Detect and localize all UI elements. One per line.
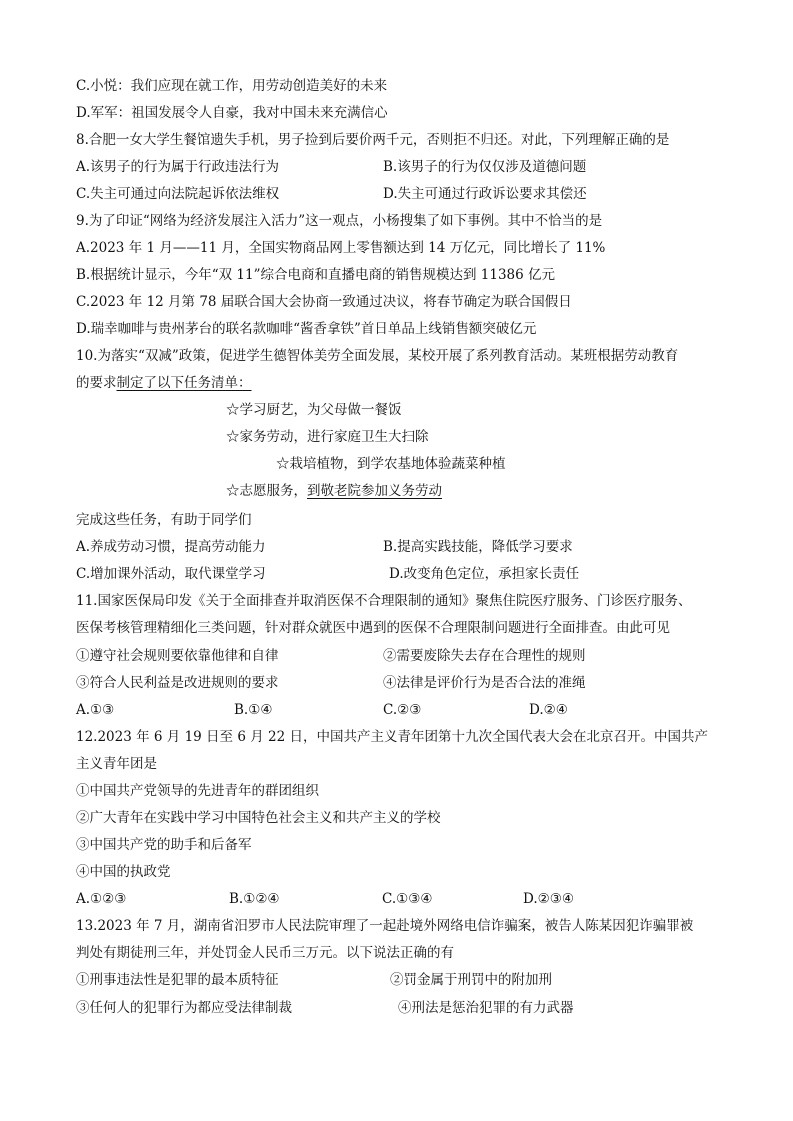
q13-statement-4: ④刑法是惩治犯罪的有力武器: [398, 1000, 574, 1016]
q8-option-d: D.失主可通过行政诉讼要求其偿还: [383, 186, 587, 202]
q9-option-c: C.2023 年 12 月第 78 届联合国大会协商一致通过决议，将春节确定为联合国假日: [76, 294, 572, 310]
q12-statement-3: ③中国共产党的助手和后备军: [76, 837, 252, 853]
q7-option-d: D.军军：祖国发展令人自豪，我对中国未来充满信心: [76, 105, 388, 121]
q9-option-d: D.瑞幸咖啡与贵州茅台的联名款咖啡“酱香拿铁”首日单品上线销售额突破亿元: [76, 321, 537, 337]
q12-statement-1: ①中国共产党领导的先进青年的群团组织: [76, 783, 319, 799]
q13-statement-1: ①刑事违法性是犯罪的最本质特征: [76, 972, 279, 988]
q11-option-c: C.②③: [383, 702, 422, 718]
q9-option-b: B.根据统计显示，今年“双 11”综合电商和直播电商的销售规模达到 11386 亿元: [76, 267, 556, 283]
q8-option-a: A.该男子的行为属于行政违法行为: [76, 159, 280, 175]
q13-statement-2: ②罚金属于刑罚中的附加刑: [390, 972, 552, 988]
q11-option-b: B.①④: [234, 702, 273, 718]
q10-stem-line1: 10.为落实“双减”政策，促进学生德智体美劳全面发展，某校开展了系列教育活动。某班根据劳动教育: [76, 348, 679, 364]
q11-stem-line2: 医保考核管理精细化三类问题，针对群众就医中遇到的医保不合理限制问题进行全面排查。由此可见: [76, 620, 670, 636]
q10-option-d: D.改变角色定位，承担家长责任: [389, 566, 580, 582]
q12-option-b: B.①②④: [229, 891, 280, 907]
q9-option-a: A.2023 年 1 月——11 月，全国实物商品网上零售额达到 14 万亿元，同比增长了 11%: [76, 240, 606, 256]
q10-stem-line2-plain: 的要求: [76, 375, 117, 391]
q10-task-1: ☆学习厨艺，为父母做一餐饭: [226, 402, 402, 418]
q13-statement-3: ③任何人的犯罪行为都应受法律制裁: [76, 1000, 292, 1016]
q8-option-b: B.该男子的行为仅仅涉及道德问题: [383, 159, 587, 175]
q7-option-c: C.小悦：我们应现在就工作，用劳动创造美好的未来: [76, 78, 388, 94]
q12-stem-line2: 主义青年团是: [76, 756, 157, 772]
q10-task-4-plain: ☆志愿服务，: [226, 483, 307, 499]
q10-lead: 完成这些任务，有助于同学们: [76, 512, 252, 528]
q11-statement-4: ④法律是评价行为是否合法的准绳: [383, 675, 586, 691]
q13-stem-line1: 13.2023 年 7 月，湖南省汨罗市人民法院审理了一起赴境外网络电信诈骗案，被告人陈某因犯诈骗罪被: [76, 918, 694, 934]
q10-option-c: C.增加课外活动，取代课堂学习: [76, 566, 266, 582]
q10-task-4-underlined: 到敬老院参加义务劳动: [307, 483, 442, 499]
q12-option-c: C.①③④: [382, 891, 433, 907]
q11-statement-1: ①遵守社会规则要依靠他律和自律: [76, 648, 279, 664]
q12-option-a: A.①②③: [76, 891, 127, 907]
q10-stem-line2-underlined: 制定了以下任务清单：: [116, 375, 252, 391]
q12-statement-2: ②广大青年在实践中学习中国特色社会主义和共产主义的学校: [76, 810, 441, 826]
q9-stem: 9.为了印证“网络为经济发展注入活力”这一观点，小杨搜集了如下事例。其中不恰当的是: [76, 213, 603, 229]
q11-statement-2: ②需要废除失去存在合理性的规则: [383, 648, 586, 664]
q12-option-d: D.②③④: [523, 891, 574, 907]
q11-option-a: A.①③: [76, 702, 115, 718]
q11-stem-line1: 11.国家医保局印发《关于全面排查并取消医保不合理限制的通知》聚焦住院医疗服务、门诊医疗服务、: [76, 593, 692, 609]
q10-option-a: A.养成劳动习惯，提高劳动能力: [76, 539, 266, 555]
q8-stem: 8.合肥一女大学生餐馆遗失手机，男子捡到后要价两千元，否则拒不归还。对此，下列理解正确的是: [76, 132, 670, 148]
q10-task-3: ☆栽培植物，到学农基地体验蔬菜种植: [276, 456, 506, 472]
q13-stem-line2: 判处有期徒刑三年，并处罚金人民币三万元。以下说法正确的有: [76, 945, 454, 961]
q10-task-4: [226, 480, 442, 502]
q8-option-c: C.失主可通过向法院起诉依法维权: [76, 186, 280, 202]
q11-option-d: D.②④: [529, 702, 568, 718]
q10-stem-line2: [76, 372, 252, 394]
q12-stem-line1: 12.2023 年 6 月 19 日至 6 月 22 日，中国共产主义青年团第十九次全国代表大会在北京召开。中国共产: [76, 729, 708, 745]
q12-statement-4: ④中国的执政党: [76, 864, 171, 880]
q10-task-2: ☆家务劳动，进行家庭卫生大扫除: [226, 429, 429, 445]
q11-statement-3: ③符合人民利益是改进规则的要求: [76, 675, 279, 691]
q10-option-b: B.提高实践技能，降低学习要求: [383, 539, 573, 555]
